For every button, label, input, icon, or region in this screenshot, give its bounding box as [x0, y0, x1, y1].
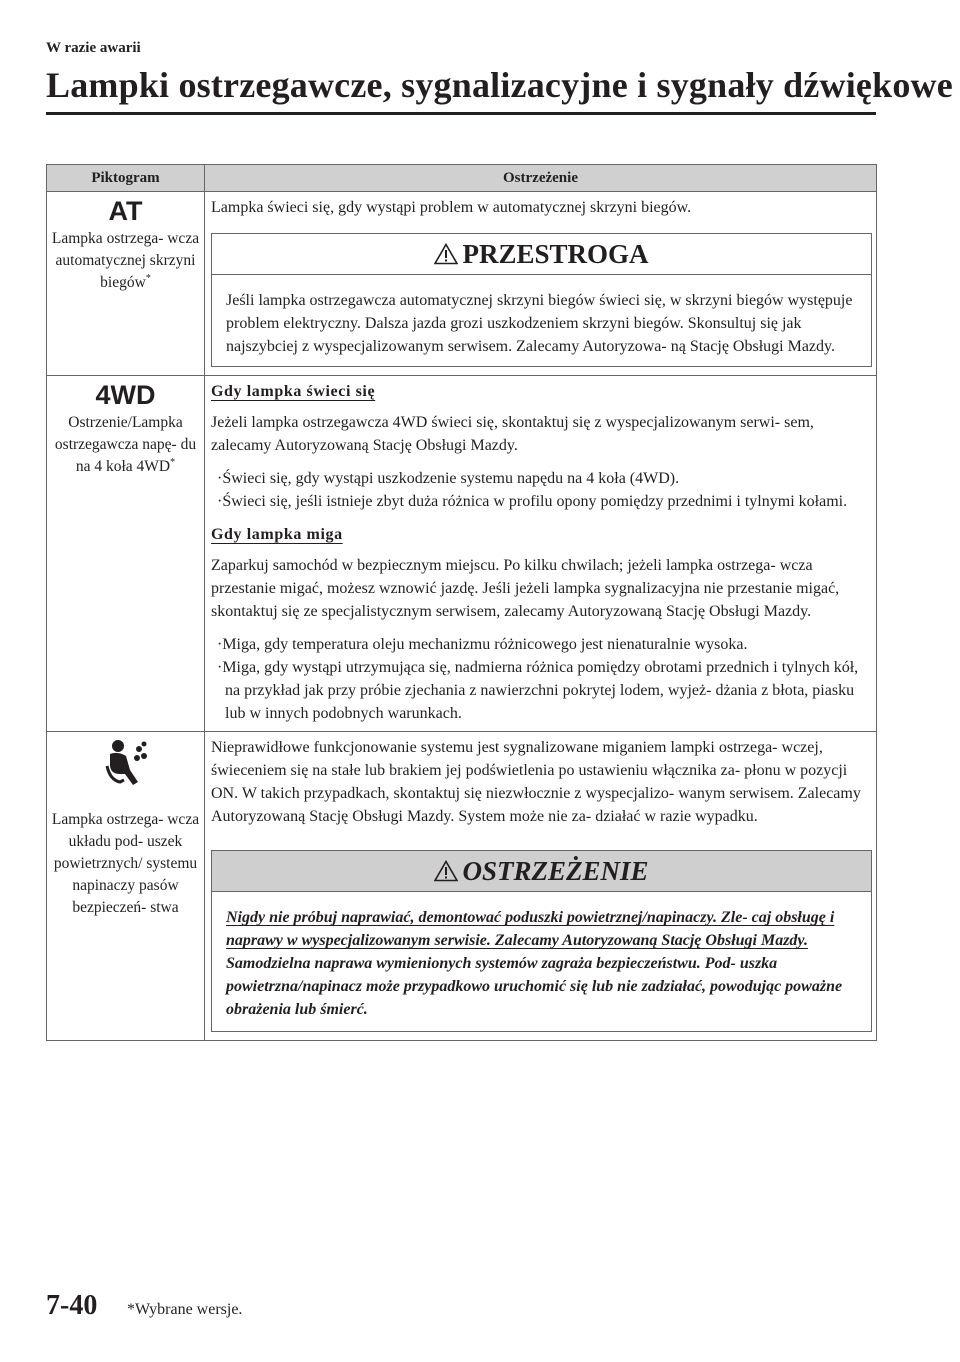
description-cell [205, 376, 877, 732]
warning-lights-table [46, 164, 877, 1041]
description-text: Lampka świeci się, gdy wystąpi problem w automatycznej skrzyni biegów. [211, 199, 692, 216]
bullet-list [211, 467, 872, 513]
list-item: ·Miga, gdy temperatura oleju mechanizmu różnicowego jest nienaturalnie wysoka. [217, 636, 748, 653]
column-header-pictogram: Piktogram [47, 165, 205, 192]
sub-heading-on: Gdy lampka świeci się [211, 383, 376, 400]
description-cell [205, 732, 877, 1041]
table-row [47, 192, 877, 376]
warning-header [212, 851, 871, 892]
pictogram-label: Lampka ostrzega- wcza układu pod- uszek powietrznych/ systemu napinaczy pasów bezpieczeń- stwa [51, 811, 200, 916]
warning-title: OSTRZEŻENIE [462, 855, 649, 886]
table-row [47, 376, 877, 732]
warning-triangle-icon [434, 243, 458, 265]
title-rule [46, 112, 876, 115]
page-number: 7-40 [46, 1290, 98, 1321]
list-item: ·Świeci się, jeśli istnieje zbyt duża różnica w profilu opony pomiędzy przednimi i tylnymi kołami. [217, 493, 848, 510]
warning-box [211, 850, 872, 1032]
at-warning-icon: AT [108, 196, 143, 226]
4wd-warning-icon: 4WD [95, 380, 156, 410]
pictogram-cell [47, 376, 205, 732]
footnote: *Wybrane wersje. [127, 1301, 243, 1318]
description-text: Zaparkuj samochód w bezpiecznym miejscu. Po kilku chwilach; jeżeli lampka ostrzega- wcza przestanie migać, możesz wznowić jazdę. Jeśli jeżeli lampka sygnalizacyjna nie przestanie migać, skontaktuj się ze specjalistycznym serwisem, zalecamy Autoryzowaną Stację Obsługi Mazdy. [211, 557, 840, 620]
column-header-warning: Ostrzeżenie [205, 165, 877, 192]
table-header-row [47, 165, 877, 192]
sub-heading-blink: Gdy lampka miga [211, 526, 343, 543]
warning-body [212, 892, 871, 1031]
airbag-seatbelt-icon [100, 736, 152, 788]
pictogram-label: Lampka ostrzega- wcza automatycznej skrzyni biegów* [51, 230, 200, 291]
pictogram-label: Ostrzenie/Lampka ostrzegawcza napę- du na 4 koła 4WD* [54, 414, 197, 475]
description-cell [205, 192, 877, 376]
page-title: Lampki ostrzegawcze, sygnalizacyjne i sygnały dźwiękowe [46, 65, 953, 105]
caution-header [212, 234, 871, 275]
caution-text: Jeśli lampka ostrzegawcza automatycznej skrzyni biegów świeci się, w skrzyni biegów występuje problem elektryczny. Dalsza jazda grozi uszkodzeniem skrzyni biegów. Skonsultuj się jak najszybciej z wyspecjalizowanym serwisem. Zalecamy Autoryzowa- ną Stację Obsługi Mazdy. [226, 292, 853, 355]
caution-title: PRZESTROGA [462, 238, 649, 269]
pictogram-cell [47, 732, 205, 1041]
bullet-list [211, 633, 872, 725]
caution-box [211, 233, 872, 367]
list-item: ·Świeci się, gdy wystąpi uszkodzenie systemu napędu na 4 koła (4WD). [217, 470, 680, 487]
section-label: W razie awarii [46, 40, 141, 56]
warning-text: Samodzielna naprawa wymienionych systemów zagraża bezpieczeństwu. Pod- uszka powietrzna/napinacz może przypadkowo uruchomić się lub nie zadziałać, powodując poważne obrażenia lub śmierć. [226, 955, 843, 1018]
description-text: Jeżeli lampka ostrzegawcza 4WD świeci się, skontaktuj się z wyspecjalizowanym serwi- sem, zalecamy Autoryzowaną Stację Obsługi Mazdy. [211, 414, 814, 454]
warning-triangle-icon [434, 860, 458, 882]
warning-text: Nigdy nie próbuj naprawiać, demontować poduszki powietrznej/napinaczy. Zle- caj obsługę i naprawy w wyspecjalizowanym serwisie. Zalecamy Autoryzowaną Stację Obsługi Mazdy. [226, 909, 835, 949]
pictogram-cell [47, 192, 205, 376]
table-row [47, 732, 877, 1041]
list-item: ·Miga, gdy wystąpi utrzymująca się, nadmierna różnica pomiędzy obrotami przednich i tylnych kół, na przykład jak przy próbie zjechania z nawierzchni pokrytej lodem, wyjeż- dżania z błota, piasku lub w innych podobnych warunkach. [217, 659, 859, 722]
description-text: Nieprawidłowe funkcjonowanie systemu jest sygnalizowane miganiem lampki ostrzega- wczej, świeceniem się na stałe lub brakiem jej podświetlenia po ustawieniu włącznika za- płonu w pozycji ON. W takich przypadkach, skontaktuj się niezwłocznie z wyspecjalizo- wanym serwisem. Zalecamy Autoryzowaną Stację Obsługi Mazdy. System może nie za- działać w razie wypadku. [211, 739, 861, 825]
